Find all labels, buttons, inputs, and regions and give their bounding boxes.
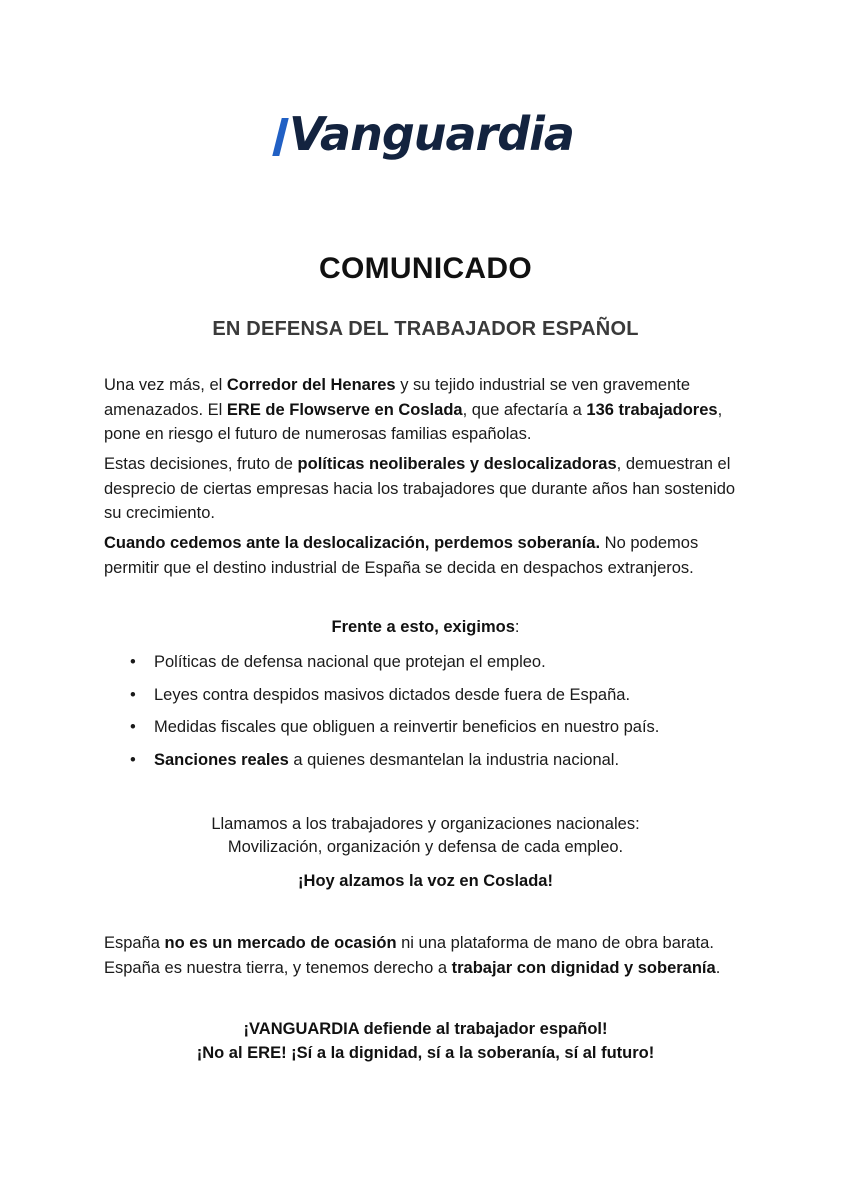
- paragraph-sovereignty: Cuando cedemos ante la deslocalización, perdemos soberanía. No podemos permitir que el destino industrial de España se decida en despachos extranjeros.: [104, 534, 699, 577]
- paragraph-closing: España no es un mercado de ocasión ni una plataforma de mano de obra barata. España es nuestra tierra, y tenemos derecho a trabajar con dignidad y soberanía.: [104, 934, 721, 977]
- vanguardia-logo: [0, 104, 851, 164]
- document-title: COMUNICADO: [319, 252, 532, 285]
- list-item: • Políticas de defensa nacional que protejan el empleo.: [130, 653, 546, 671]
- list-item: • Leyes contra despidos masivos dictados desde fuera de España.: [130, 685, 631, 704]
- document-subtitle: EN DEFENSA DEL TRABAJADOR ESPAÑOL: [212, 318, 639, 340]
- logo-wordmark: Vanguardia: [289, 107, 574, 161]
- list-item: • Sanciones reales a quienes desmantelan la industria nacional.: [130, 750, 620, 769]
- slogan: ¡Hoy alzamos la voz en Coslada!: [298, 872, 553, 890]
- final-line-2: ¡No al ERE! ¡Sí a la dignidad, sí a la soberanía, sí al futuro!: [196, 1044, 655, 1062]
- logo-slash-mark: [272, 118, 288, 156]
- list-item: • Medidas fiscales que obliguen a reinvertir beneficios en nuestro país.: [130, 718, 660, 736]
- final-line-1: ¡VANGUARDIA defiende al trabajador español!: [243, 1020, 608, 1038]
- call-line-2: Movilización, organización y defensa de cada empleo.: [227, 838, 624, 856]
- paragraph-decisions: Estas decisiones, fruto de políticas neoliberales y deslocalizadoras, demuestran el desprecio de ciertas empresas hacia los trabajadores que durante años han sostenido su crecimiento.: [104, 455, 736, 522]
- paragraph-intro: Una vez más, el Corredor del Henares y su tejido industrial se ven gravemente amenazados. El ERE de Flowserve en Coslada, que afectaría a 136 trabajadores, pone en riesgo el futuro de numerosas familias españolas.: [104, 376, 723, 443]
- call-line-1: Llamamos a los trabajadores y organizaciones nacionales:: [211, 815, 640, 833]
- demands-list: [126, 650, 766, 780]
- demands-heading: Frente a esto, exigimos:: [331, 618, 520, 636]
